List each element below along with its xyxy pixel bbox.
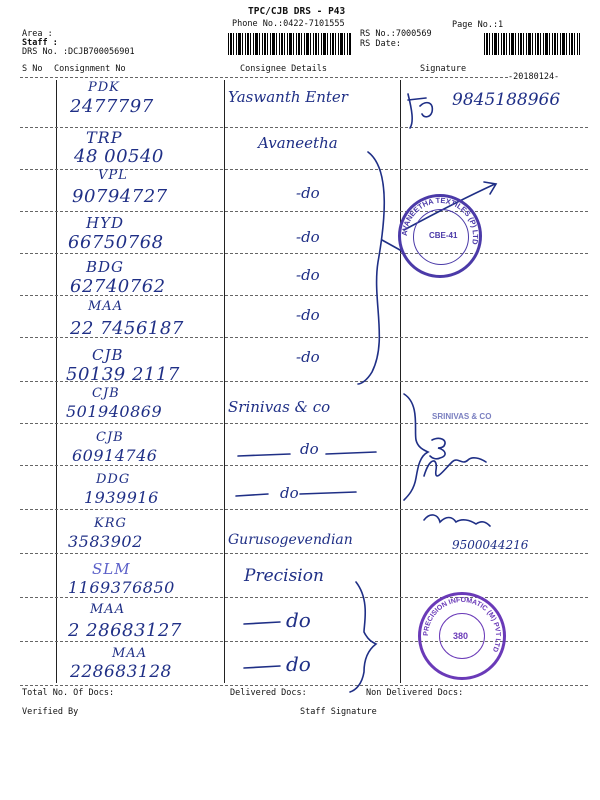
svg-text:PRECISION INFOMATIC (M) PVT LT [423, 597, 501, 653]
row-code: KRG [94, 516, 127, 531]
row-number: 60914746 [72, 446, 158, 465]
row-consignee: Yaswanth Enter [228, 88, 348, 106]
row-consignee: -do [296, 348, 320, 366]
delivered-docs-label: Delivered Docs: [230, 688, 307, 698]
row-code: HYD [86, 214, 125, 232]
row-code: VPL [98, 168, 128, 183]
row-consignee: Precision [244, 566, 324, 586]
run-date: -20180124- [508, 72, 560, 82]
row-number: 3583902 [68, 532, 143, 551]
row-consignee: do [286, 652, 311, 676]
row-number: 48 00540 [74, 146, 164, 167]
row-code: BDG [86, 258, 125, 276]
row-number: 228683128 [70, 662, 172, 682]
row-consignee: Srinivas & co [228, 398, 331, 416]
staff-label: Staff : [22, 38, 58, 48]
col-signature: Signature [420, 64, 467, 74]
row-number: 50139 2117 [66, 364, 180, 385]
row-number: 2477797 [70, 96, 154, 117]
row-number: 62740762 [70, 276, 166, 297]
row-code: CJB [92, 346, 124, 364]
page-number: Page No.:1 [452, 20, 504, 30]
row-code: TRP [86, 128, 123, 147]
doc-title: TPC/CJB DRS - P43 [248, 6, 346, 17]
row-consignee: -do [296, 306, 320, 324]
stamp-center: 380 [453, 631, 469, 641]
row-consignee: do [280, 484, 299, 502]
company-stamp-faint: SRINIVAS & CO [432, 412, 492, 421]
rs-date: RS Date: [360, 39, 401, 49]
company-stamp [398, 194, 482, 278]
rs-number: RS No.:7000569 [360, 29, 432, 39]
row-code: SLM [92, 560, 131, 578]
signature-mark [408, 94, 432, 128]
col-sno: S No [22, 64, 43, 74]
row-number: 501940869 [66, 402, 163, 421]
row-consignee: -do [296, 266, 320, 284]
row-consignee: -do [296, 228, 320, 246]
brace-mark [350, 582, 376, 692]
row-consignee: Avaneetha [258, 134, 338, 152]
total-docs-label: Total No. Of Docs: [22, 688, 115, 698]
brace-mark [404, 394, 428, 500]
stamp-text: PRECISION INFOMATIC (M) PVT LTD [422, 596, 502, 653]
row-number: 1939916 [84, 488, 159, 507]
col-consignment: Consignment No [54, 64, 126, 74]
row-code: MAA [90, 602, 126, 617]
stamp-text: AVANEETHA TEXTILES (P) LTD [399, 195, 481, 246]
row-number: 90794727 [72, 186, 168, 207]
row-number: 1169376850 [68, 578, 175, 597]
verified-by-label: Verified By [22, 707, 79, 717]
drs-number: DRS No. :DCJB700056901 [22, 47, 135, 57]
phone-number: Phone No.:0422-7101555 [232, 19, 345, 29]
staff-signature-label: Staff Signature [300, 707, 377, 717]
row-code: DDG [96, 472, 131, 487]
non-delivered-docs-label: Non Delivered Docs: [366, 688, 464, 698]
row-number: 2 28683127 [68, 620, 182, 641]
area-label: Area : [22, 29, 53, 39]
row-number: 22 7456187 [70, 318, 184, 339]
row-consignee: Gurusogevendian [228, 532, 353, 548]
brace-mark [358, 152, 384, 384]
row-code: CJB [96, 430, 124, 445]
signature-phone-2: 9500044216 [452, 538, 529, 552]
row-consignee: do [286, 608, 311, 632]
signature-mark [424, 458, 486, 476]
row-consignee: -do [296, 184, 320, 202]
stamp-center: CBE-41 [429, 231, 458, 240]
row-code: MAA [88, 299, 124, 314]
row-consignee: do [300, 440, 319, 458]
row-number: 66750768 [68, 232, 164, 253]
signature-mark [424, 515, 490, 526]
row-code: CJB [92, 386, 120, 401]
row-code: PDK [88, 80, 120, 95]
col-consignee: Consignee Details [240, 64, 327, 74]
company-stamp [418, 592, 506, 680]
signature-phone-1: 9845188966 [452, 90, 561, 110]
row-code: MAA [112, 646, 148, 661]
